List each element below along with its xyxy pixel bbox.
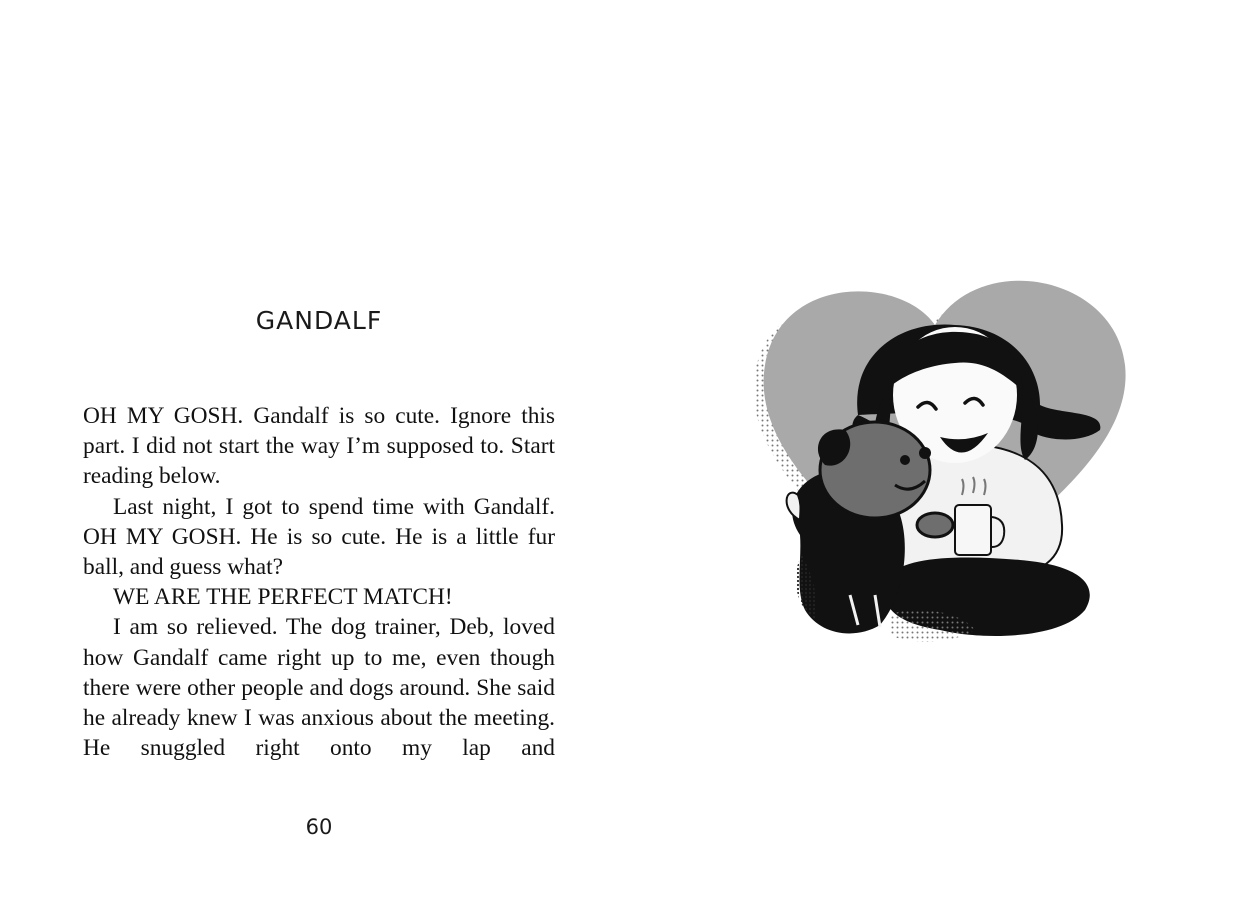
- body-text: [83, 401, 555, 763]
- paragraph-3: WE ARE THE PERFECT MATCH!: [113, 584, 453, 611]
- paragraph-1: OH MY GOSH. Gandalf is so cute. Ignore this part. I did not start the way I’m supposed to. Start reading below.: [83, 403, 555, 490]
- page-number: 60: [305, 815, 333, 839]
- paragraph-4: I am so relieved. The dog trainer, Deb, loved how Gandalf came right up to me, even though there were other people and dogs around. She said he already knew I was anxious about the meeting. He snuggled right onto my lap and: [83, 614, 555, 762]
- paragraph-2: Last night, I got to spend time with Gandalf. OH MY GOSH. He is so cute. He is a little fur ball, and guess what?: [83, 493, 555, 581]
- chapter-title: GANDALF: [255, 306, 383, 335]
- illustration-svg: [740, 255, 1140, 655]
- girl-hugging-dog-illustration: [740, 255, 1140, 655]
